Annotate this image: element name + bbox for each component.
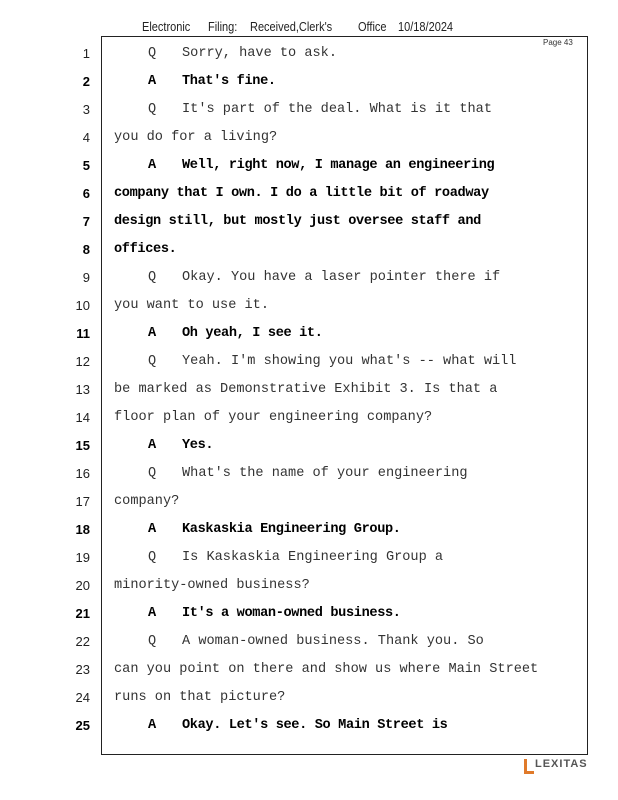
speaker-label: Q <box>148 102 157 117</box>
header-filing: Filing: <box>208 20 238 34</box>
transcript-line <box>0 548 618 568</box>
line-number: 19 <box>75 550 90 565</box>
line-text: What's the name of your engineering <box>182 466 468 481</box>
speaker-label: Q <box>148 270 157 285</box>
line-number: 9 <box>82 270 90 285</box>
line-text: That's fine. <box>182 74 276 89</box>
transcript-line <box>0 184 618 204</box>
line-number: 2 <box>82 74 90 89</box>
lexitas-logo-text: LEXITAS <box>535 758 588 770</box>
line-number: 21 <box>75 606 90 621</box>
transcript-line <box>0 128 618 148</box>
line-text: company? <box>114 494 180 509</box>
line-text: you do for a living? <box>114 130 278 145</box>
line-text: It's a woman-owned business. <box>182 606 401 621</box>
header-received: Received,Clerk's <box>250 20 333 34</box>
line-number: 24 <box>75 690 90 705</box>
line-text: Yes. <box>182 438 214 453</box>
transcript-line <box>0 44 618 64</box>
speaker-label: Q <box>148 354 157 369</box>
transcript-line <box>0 324 618 344</box>
line-number: 8 <box>82 242 90 257</box>
line-number: 25 <box>75 718 90 733</box>
transcript-line <box>0 464 618 484</box>
line-text: It's part of the deal. What is it that <box>182 102 492 117</box>
line-number: 1 <box>82 46 90 61</box>
transcript-line <box>0 660 618 680</box>
speaker-label: A <box>148 522 156 537</box>
line-text: floor plan of your engineering company? <box>114 410 433 425</box>
line-number: 15 <box>75 438 90 453</box>
line-text: runs on that picture? <box>114 690 286 705</box>
line-text: Okay. You have a laser pointer there if <box>182 270 501 285</box>
line-number: 3 <box>82 102 90 117</box>
page-number: Page 43 <box>543 38 573 47</box>
line-text: Okay. Let's see. So Main Street is <box>182 718 448 733</box>
header-electronic: Electronic <box>142 20 191 34</box>
speaker-label: A <box>148 438 156 453</box>
lexitas-logo-icon <box>523 759 535 775</box>
line-number: 5 <box>82 158 90 173</box>
line-number: 6 <box>82 186 90 201</box>
transcript-line <box>0 492 618 512</box>
line-text: Sorry, have to ask. <box>182 46 337 61</box>
header-office: Office <box>358 20 387 34</box>
line-text: can you point on there and show us where Main Street <box>114 662 539 677</box>
line-number: 14 <box>75 410 90 425</box>
transcript-line <box>0 408 618 428</box>
line-text: you want to use it. <box>114 298 269 313</box>
transcript-line <box>0 268 618 288</box>
transcript-line <box>0 352 618 372</box>
transcript-line <box>0 72 618 92</box>
line-text: A woman-owned business. Thank you. So <box>182 634 484 649</box>
line-number: 22 <box>75 634 90 649</box>
speaker-label: Q <box>148 46 157 61</box>
line-text: company that I own. I do a little bit of roadway <box>114 186 489 201</box>
line-number: 11 <box>76 326 90 341</box>
line-number: 13 <box>75 382 90 397</box>
transcript-line <box>0 100 618 120</box>
speaker-label: A <box>148 606 156 621</box>
transcript-line <box>0 688 618 708</box>
speaker-label: Q <box>148 550 157 565</box>
line-text: Yeah. I'm showing you what's -- what will <box>182 354 517 369</box>
speaker-label: A <box>148 326 156 341</box>
speaker-label: Q <box>148 634 157 649</box>
lexitas-logo <box>523 757 603 777</box>
line-number: 17 <box>75 494 90 509</box>
line-number: 4 <box>82 130 90 145</box>
line-number: 18 <box>75 522 90 537</box>
line-number: 16 <box>75 466 90 481</box>
line-text: design still, but mostly just oversee staff and <box>114 214 481 229</box>
line-text: Kaskaskia Engineering Group. <box>182 522 401 537</box>
line-text: Is Kaskaskia Engineering Group a <box>182 550 444 565</box>
line-number: 7 <box>82 214 90 229</box>
transcript-line <box>0 296 618 316</box>
transcript-line <box>0 212 618 232</box>
transcript-line <box>0 520 618 540</box>
header-date: 10/18/2024 <box>398 20 454 34</box>
transcript-line <box>0 240 618 260</box>
line-text: offices. <box>114 242 177 257</box>
transcript-line <box>0 576 618 596</box>
transcript-line <box>0 380 618 400</box>
line-number: 12 <box>75 354 90 369</box>
line-text: Oh yeah, I see it. <box>182 326 323 341</box>
filing-header <box>0 20 618 36</box>
transcript-line <box>0 716 618 736</box>
line-number: 20 <box>75 578 90 593</box>
line-number: 23 <box>75 662 90 677</box>
transcript-line <box>0 436 618 456</box>
speaker-label: Q <box>148 466 157 481</box>
speaker-label: A <box>148 718 156 733</box>
line-text: be marked as Demonstrative Exhibit 3. Is that a <box>114 382 498 397</box>
transcript-line <box>0 604 618 624</box>
speaker-label: A <box>148 158 156 173</box>
transcript-line <box>0 156 618 176</box>
speaker-label: A <box>148 74 156 89</box>
line-text: minority-owned business? <box>114 578 310 593</box>
line-text: Well, right now, I manage an engineering <box>182 158 495 173</box>
transcript-line <box>0 632 618 652</box>
line-number: 10 <box>75 298 90 313</box>
